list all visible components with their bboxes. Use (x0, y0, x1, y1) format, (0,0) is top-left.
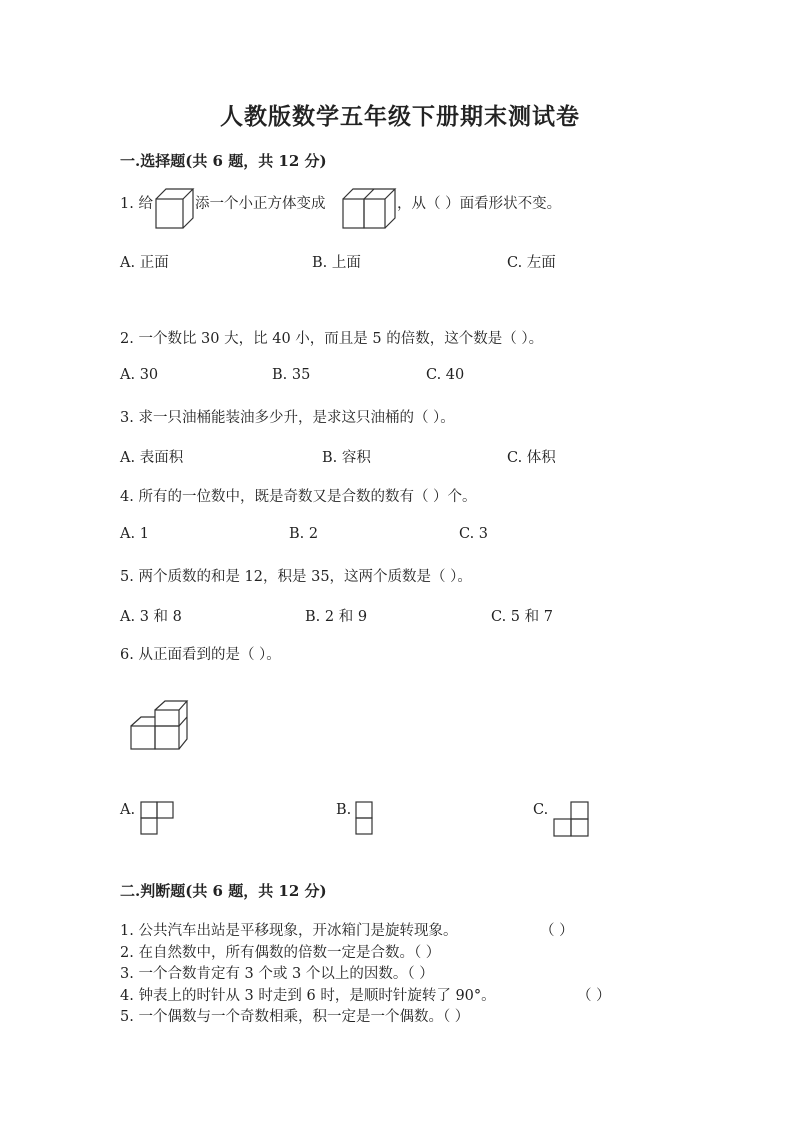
q1-option-c: C. 左面 (507, 255, 556, 271)
front-view-c-icon (553, 801, 589, 837)
q2-option-a: A. 30 (120, 367, 159, 383)
q3-option-b: B. 容积 (322, 450, 371, 466)
q1-option-a: A. 正面 (120, 255, 169, 271)
q5-option-c: C. 5 和 7 (491, 609, 553, 625)
front-view-b-icon (355, 801, 373, 835)
q6-text: 6. 从正面看到的是（ ）。 (120, 647, 281, 663)
q5-option-b: B. 2 和 9 (305, 609, 368, 625)
section-heading-judge: 二.判断题(共 6 题，共 12 分) (120, 882, 327, 900)
judge-item-3: 3. 一个合数肯定有 3 个或 3 个以上的因数。（ ） (120, 966, 434, 982)
two-cube-icon (342, 188, 396, 230)
judge-item-4-bracket: （ ） (577, 988, 611, 1004)
judge-item-5: 5. 一个偶数与一个奇数相乘，积一定是一个偶数。（ ） (120, 1009, 470, 1025)
q4-option-a: A. 1 (120, 526, 149, 542)
q4-option-b: B. 2 (289, 526, 319, 542)
q5-option-a: A. 3 和 8 (120, 609, 182, 625)
q1-part3: ，从（ ）面看形状不变。 (397, 196, 562, 212)
judge-item-4: 4. 钟表上的时针从 3 时走到 6 时，是顺时针旋转了 90°。 (120, 988, 496, 1004)
section-heading-choice: 一.选择题(共 6 题，共 12 分) (120, 152, 327, 170)
q6-option-b: B. (336, 802, 352, 818)
q3-option-c: C. 体积 (507, 450, 556, 466)
q2-option-b: B. 35 (272, 367, 311, 383)
q1-part1: 1. 给 (120, 196, 153, 212)
q2-option-c: C. 40 (426, 367, 465, 383)
q1-option-b: B. 上面 (312, 255, 361, 271)
cube-stack-icon (130, 700, 188, 750)
judge-item-1-bracket: （ ） (540, 923, 574, 939)
q2-text: 2. 一个数比 30 大，比 40 小，而且是 5 的倍数，这个数是（ ）。 (120, 331, 544, 347)
q1-part2: 添一个小正方体变成 (195, 196, 326, 212)
q3-option-a: A. 表面积 (120, 450, 184, 466)
judge-item-2: 2. 在自然数中，所有偶数的倍数一定是合数。（ ） (120, 945, 441, 961)
q3-text: 3. 求一只油桶能装油多少升，是求这只油桶的（ ）。 (120, 410, 455, 426)
page-title: 人教版数学五年级下册期末测试卷 (220, 103, 580, 130)
judge-item-1: 1. 公共汽车出站是平移现象，开冰箱门是旋转现象。 (120, 923, 458, 939)
q4-option-c: C. 3 (459, 526, 489, 542)
q4-text: 4. 所有的一位数中，既是奇数又是合数的数有（ ）个。 (120, 489, 477, 505)
q6-option-c: C. (533, 802, 549, 818)
front-view-a-icon (140, 801, 174, 835)
single-cube-icon (155, 188, 195, 230)
q5-text: 5. 两个质数的和是 12，积是 35，这两个质数是（ ）。 (120, 569, 472, 585)
q6-option-a: A. (120, 802, 136, 818)
